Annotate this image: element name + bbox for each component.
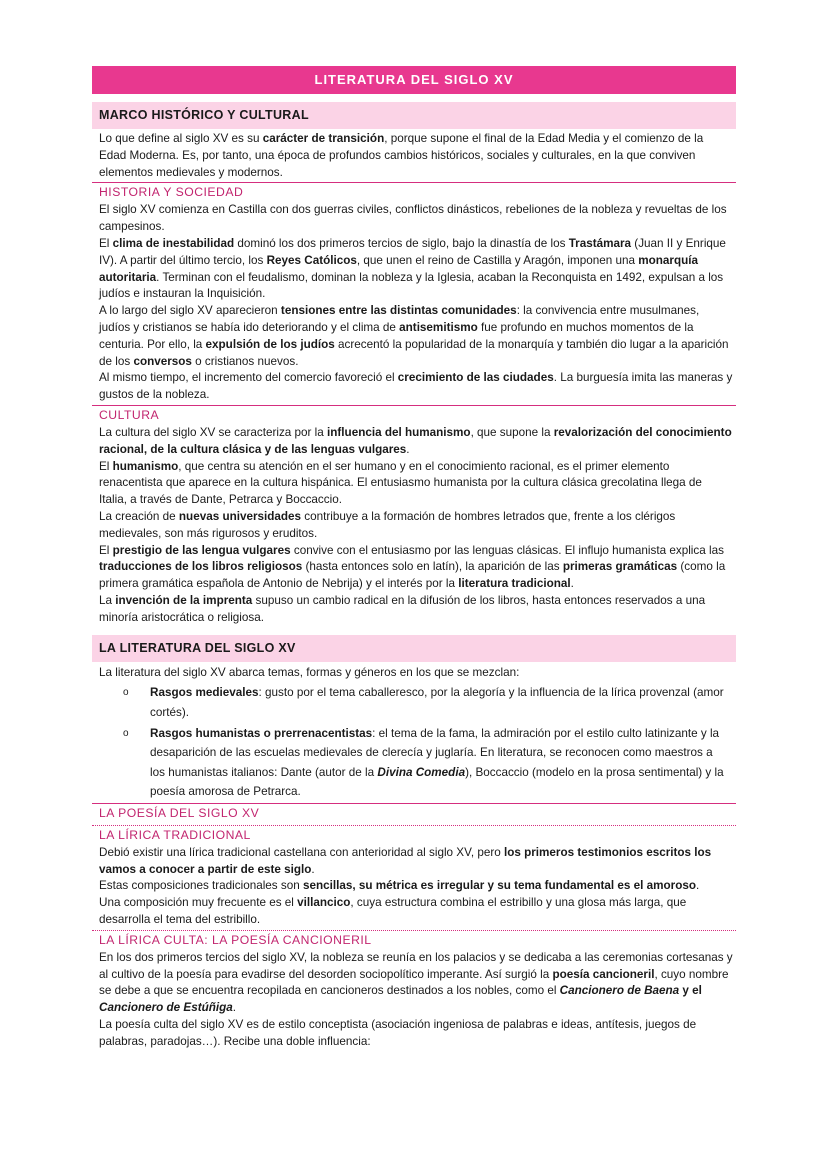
subsection-heading-lirica-culta: LA LÍRICA CULTA: LA POESÍA CANCIONERIL xyxy=(92,930,736,950)
bold-text: Trastámara xyxy=(568,236,632,250)
subsection-heading-historia: HISTORIA Y SOCIEDAD xyxy=(92,182,736,202)
bullet-circle-icon: o xyxy=(123,687,129,699)
paragraph-cultura-2: El humanismo, que centra su atención en el ser humano y en el conocimiento racional, es el primer elemento renacentista que aparece en la cultura hispánica. El entusiasmo humanista por la cultura clásica grecolatina llega de Italia, a través de Dante, Petrarca y Boccaccio. xyxy=(99,459,702,507)
paragraph-tradicional-3: Una composición muy frecuente es el villancico, cuya estructura combina el estribillo y una glosa más larga, que desarrolla el tema del estribillo. xyxy=(99,896,687,927)
paragraph-cultura-4: El prestigio de las lengua vulgares convive con el entusiasmo por las lenguas clásicas. El influjo humanista explica las traducciones de los libros religiosos (hasta entonces solo en latín), la aparición de las primeras gramáticas (como la primera gramática española de Antonio de Nebrija) y el interés por la literatura tradicional. xyxy=(99,543,726,591)
bold-text: Rasgos humanistas o prerrenacentistas xyxy=(150,726,373,740)
bold-text: poesía cancioneril xyxy=(552,967,655,981)
bold-text: humanismo xyxy=(112,459,179,473)
bold-text: traducciones de los libros religiosos xyxy=(99,560,303,574)
bold-text: villancico xyxy=(297,896,351,910)
bold-text: antisemitismo xyxy=(399,320,478,334)
bold-text: Cancionero de Baena xyxy=(559,984,680,998)
rasgos-list xyxy=(92,683,736,802)
paragraph-tradicional-1: Debió existir una lírica tradicional castellana con anterioridad al siglo XV, pero los primeros testimonios escritos los vamos a conocer a partir de este siglo. xyxy=(99,845,712,876)
paragraph-cultura-3: La creación de nuevas universidades contribuye a la formación de hombres letrados que, frente a los clérigos medievales, son más rigurosos y eruditos. xyxy=(99,509,676,540)
paragraph-cultura-1: La cultura del siglo XV se caracteriza por la influencia del humanismo, que supone la revalorización del conocimiento racional, de la cultura clásica y de las lenguas vulgares. xyxy=(99,425,732,456)
bold-text: Cancionero de Estúñiga xyxy=(99,1001,233,1015)
paragraph-historia-3: A lo largo del siglo XV aparecieron tensiones entre las distintas comunidades: la convivencia entre musulmanes, judíos y cristianos se había ido deteriorando y el clima de antisemitismo fue profundo en muchos momentos de la centuria. Por ello, la expulsión de los judíos acrecentó la popularidad de la monarquía y también dio lugar a la aparición de los conversos o cristianos nuevos. xyxy=(99,304,729,368)
bold-text: sencillas, su métrica es irregular y su tema fundamental es el amoroso xyxy=(302,879,696,893)
list-item xyxy=(123,724,736,802)
list-item-text: Rasgos humanistas o prerrenacentistas: el tema de la fama, la admiración por el estilo culto latinizante y la desaparición de las escuelas medievales de clerecía y juglaría. En literatura, se reconocen como maestros a los humanistas italianos: Dante (autor de la Divina Comedia), Boccaccio (modelo en la prosa sentimental) y la poesía amorosa de Petrarca. xyxy=(150,726,724,799)
bullet-circle-icon: o xyxy=(123,727,129,739)
paragraph-tradicional-2: Estas composiciones tradicionales son sencillas, su métrica es irregular y su tema fundamental es el amoroso. xyxy=(99,879,700,893)
bold-text: influencia del humanismo xyxy=(327,425,471,439)
paragraph-historia-4: Al mismo tiempo, el incremento del comercio favoreció el crecimiento de las ciudades. La burguesía imita las maneras y gustos de la nobleza. xyxy=(99,371,733,402)
paragraph-culta-2: La poesía culta del siglo XV es de estilo conceptista (asociación ingeniosa de palabras e ideas, antítesis, juegos de palabras, paradojas…). Recibe una doble influencia: xyxy=(99,1018,697,1048)
bold-text: Rasgos medievales xyxy=(150,686,259,700)
document-title: LITERATURA DEL SIGLO XV xyxy=(92,66,736,94)
bold-text: crecimiento de las ciudades xyxy=(397,371,554,385)
subsection-heading-lirica-tradicional: LA LÍRICA TRADICIONAL xyxy=(92,825,736,845)
section-heading-marco: MARCO HISTÓRICO Y CULTURAL xyxy=(92,102,736,129)
bold-text: y el xyxy=(679,984,702,998)
subsection-heading-cultura: CULTURA xyxy=(92,405,736,425)
bold-text: revalorización del conocimiento racional, de la cultura clásica y de las lenguas vulgares xyxy=(99,425,732,456)
document-page xyxy=(92,66,736,1051)
paragraph-cultura-5: La invención de la imprenta supuso un cambio radical en la difusión de los libros, hasta entonces reservados a una minoría aristocrática o religiosa. xyxy=(99,593,706,624)
bold-text: clima de inestabilidad xyxy=(112,236,235,250)
bold-text: tensiones entre las distintas comunidades xyxy=(280,304,517,318)
bold-text: los primeros testimonios escritos los vamos a conocer a partir de este siglo xyxy=(99,845,712,876)
bold-text: Reyes Católicos xyxy=(266,253,357,267)
list-item-text: Rasgos medievales: gusto por el tema caballeresco, por la alegoría y la influencia de la lírica provenzal (amor cortés). xyxy=(150,686,724,719)
bold-text: literatura tradicional xyxy=(458,577,571,591)
bold-text: Divina Comedia xyxy=(377,765,466,779)
paragraph-historia-1: El siglo XV comienza en Castilla con dos guerras civiles, conflictos dinásticos, rebeliones de la nobleza y revueltas de los campesinos. xyxy=(99,203,727,234)
bold-text: expulsión de los judíos xyxy=(205,337,335,351)
list-item xyxy=(123,683,736,722)
paragraph-intro-marco: Lo que define al siglo XV es su carácter de transición, porque supone el final de la Edad Media y el comienzo de la Edad Moderna. Es, por tanto, una época de profundos cambios históricos, sociales y culturales, en la que conviven elementos medievales y modernos. xyxy=(99,132,704,179)
bold-text: nuevas universidades xyxy=(178,509,302,523)
bold-text: primeras gramáticas xyxy=(562,560,678,574)
paragraph-intro-literatura: La literatura del siglo XV abarca temas, formas y géneros en los que se mezclan: xyxy=(99,665,520,679)
bold-text: monarquía autoritaria xyxy=(99,253,698,284)
bold-text: invención de la imprenta xyxy=(115,593,253,607)
bold-text: carácter de transición xyxy=(262,132,385,145)
section-heading-literatura: LA LITERATURA DEL SIGLO XV xyxy=(92,635,736,662)
bold-text: prestigio de las lengua vulgares xyxy=(112,543,291,557)
paragraph-historia-2: El clima de inestabilidad dominó los dos primeros tercios de siglo, bajo la dinastía de los Trastámara (Juan II y Enrique IV). A partir del último tercio, los Reyes Católicos, que unen el reino de Castilla y Aragón, imponen una monarquía autoritaria. Terminan con el feudalismo, dominan la nobleza y la Iglesia, acaban la Reconquista en 1492, expulsan a los judíos e instauran la Inquisición. xyxy=(99,236,726,301)
subsection-heading-poesia: LA POESÍA DEL SIGLO XV xyxy=(92,803,736,823)
bold-text: conversos xyxy=(133,354,192,368)
paragraph-culta-1: En los dos primeros tercios del siglo XV, la nobleza se reunía en los palacios y se dedicaba a las ceremonias cortesanas y al cultivo de la poesía para evadirse del desorden sociopolítico imperante. Así surgió la poesía cancioneril, cuyo nombre se debe a que se encuentra recopilada en cancioneros destinados a los nobles, como el Cancionero de Baena y el Cancionero de Estúñiga. xyxy=(99,950,733,1015)
